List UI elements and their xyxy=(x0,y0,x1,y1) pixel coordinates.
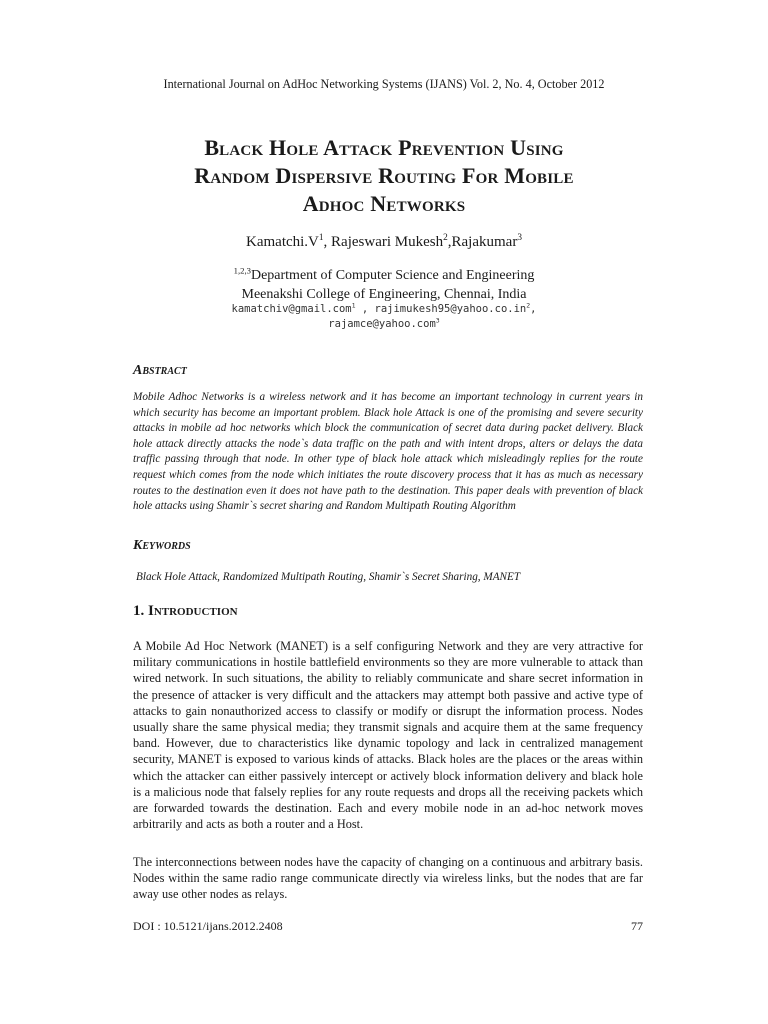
email-1-sup: 1 xyxy=(351,301,356,310)
author-2-sup: 2 xyxy=(443,233,448,243)
affiliation-department: Department of Computer Science and Engineering xyxy=(250,268,535,283)
author-3: Rajakumar xyxy=(451,234,518,250)
abstract-text: Mobile Adhoc Networks is a wireless network and it has become an important technology in current years in which security has become an important problem. Black hole Attack is one of the promising and severe security attacks in mobile ad hoc networks which block the communication of secret data during packet delivery. Black hole attack directly attacks the node`s data traffic on the path and with intent drops, alters or delays the data traffic passing through that node. In other type of black hole attack which misleadingly replies for the route request which comes from the node which initiates the route discovery process that it has as much as necessary routes to the destination even it does not have path to the destination. This paper deals with prevention of black hole attacks using Shamir`s secret sharing and Random Multipath Routing Algorithm xyxy=(133,391,643,513)
title-line-2: Random Dispersive Routing For Mobile xyxy=(194,163,574,188)
email-3-sup: 3 xyxy=(435,316,440,325)
author-1: Kamatchi.V xyxy=(246,234,319,250)
email-2-sup: 2 xyxy=(526,301,531,310)
affiliation-sup: 1,2,3 xyxy=(233,265,251,276)
email-2[interactable]: rajimukesh95@yahoo.co.in xyxy=(374,303,527,315)
page-number: 77 xyxy=(631,919,643,933)
keywords-heading: Keywords xyxy=(133,538,191,553)
email-1[interactable]: kamatchiv@gmail.com xyxy=(231,303,352,315)
introduction-paragraph-2: The interconnections between nodes have the capacity of changing on a continuous and arbitrary basis. Nodes within the same radio range communicate directly via wireless links, but the nodes that are far away use other nodes as relays. xyxy=(133,855,643,902)
title-line-1: Black Hole Attack Prevention Using xyxy=(204,135,564,160)
introduction-paragraph-1: A Mobile Ad Hoc Network (MANET) is a self configuring Network and they are very attractive for military communications in hostile battlefield environments so they are more vulnerable to attack than wired network. In such situations, the ability to reliably communicate and share secret information in the presence of attacker is very difficult and the attackers may attempt both passive and active type of attacks to gain nonauthorized access to classify or modify or disrupt the information process. Nodes usually share the same physical media; they transmit signals and acquire them at the same frequency band. However, due to characteristics like dynamic topology and lack in centralized management security, MANET is exposed to various kinds of attacks. Black holes are the places or the areas within which the attacker can either passively intercept or actively block information delivery and black hole is a malicious node that falsely replies for any route requests and drops all the receiving packets which are forwarded towards the destination. Each and every mobile node in an ad-hoc network moves arbitrarily and acts as both a router and a Host. xyxy=(133,639,643,832)
author-3-sup: 3 xyxy=(517,233,522,243)
author-separator: , xyxy=(323,234,332,250)
affiliation-college: Meenakshi College of Engineering, Chennai, India xyxy=(241,287,527,302)
author-emails xyxy=(0,302,768,332)
paper-title xyxy=(0,134,768,218)
author-2: Rajeswari Mukesh xyxy=(331,234,444,250)
author-1-sup: 1 xyxy=(318,233,324,243)
title-line-3: Adhoc Networks xyxy=(302,191,466,216)
page-footer xyxy=(133,918,643,934)
author-separator: , xyxy=(447,234,452,250)
email-separator: , xyxy=(530,303,537,315)
doi-text: DOI : 10.5121/ijans.2012.2408 xyxy=(133,919,283,933)
email-separator: , xyxy=(355,303,375,315)
author-list xyxy=(0,232,768,252)
keywords-text: Black Hole Attack, Randomized Multipath Routing, Shamir`s Secret Sharing, MANET xyxy=(136,571,521,583)
journal-header: International Journal on AdHoc Networking Systems (IJANS) Vol. 2, No. 4, October 2012 xyxy=(163,77,605,91)
affiliation xyxy=(0,266,768,304)
email-3[interactable]: rajamce@yahoo.com xyxy=(328,318,436,330)
introduction-heading: 1. Introduction xyxy=(133,603,238,619)
abstract-heading: Abstract xyxy=(133,363,187,378)
